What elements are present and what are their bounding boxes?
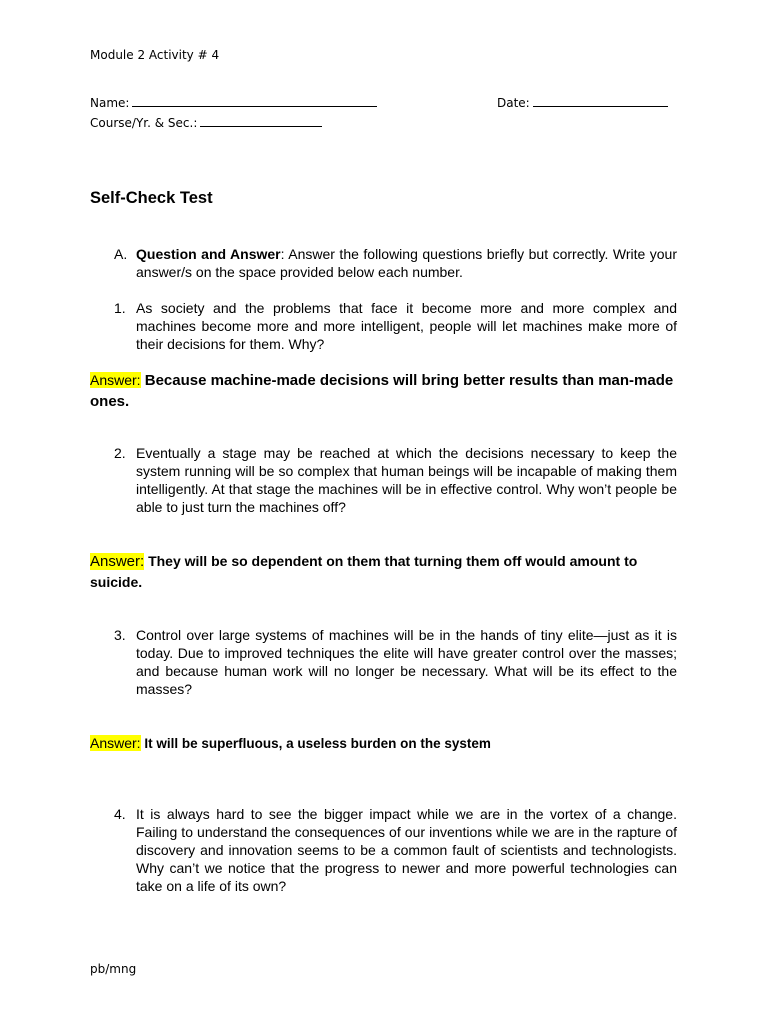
footer-initials: pb/mng <box>90 962 137 976</box>
answer-label: Answer: <box>90 372 141 388</box>
date-label: Date: <box>497 96 530 110</box>
instructions-heading: Question and Answer <box>136 246 281 262</box>
date-blank[interactable] <box>533 95 668 107</box>
question-text: As society and the problems that face it become more and more complex and machines become more and more intelligent, people will let machines make more of their decisions for them. Why? <box>136 300 677 352</box>
name-field <box>90 95 377 110</box>
question-number: 4. <box>114 806 126 822</box>
question-text: Control over large systems of machines will be in the hands of tiny elite—just as it is today. Due to improved techniques the elite will have greater control over the masses; and because human work will no longer be necessary. What will be its effect to the masses? <box>136 627 677 697</box>
answer-text: It will be superfluous, a useless burden on the system <box>140 736 491 751</box>
page-title: Self-Check Test <box>90 189 213 207</box>
answer-label: Answer: <box>90 553 145 570</box>
course-blank[interactable] <box>200 115 322 127</box>
answer-block <box>90 551 680 592</box>
course-label: Course/Yr. & Sec.: <box>90 116 198 130</box>
answer-text: Because machine-made decisions will bring better results than man-made ones. <box>90 372 674 410</box>
section-marker: A. <box>114 246 128 262</box>
answer-label: Answer: <box>90 735 141 751</box>
name-blank[interactable] <box>132 95 377 107</box>
name-label: Name: <box>90 96 130 110</box>
question-number: 1. <box>114 300 126 316</box>
question-text: It is always hard to see the bigger impact while we are in the vortex of a change. Failing to understand the consequences of our inventions while we are in the rapture of discovery and innovation seems to be a common fault of scientists and technologists. Why can’t we notice that the progress to newer and more powerful technologies can take on a life of its own? <box>136 806 677 894</box>
question-text: Eventually a stage may be reached at which the decisions necessary to keep the system running will be so complex that human beings will be incapable of making them intelligently. At that stage the machines will be in effective control. Why won’t people be able to just turn the machines off? <box>136 445 677 515</box>
instructions <box>136 245 677 281</box>
module-label: Module 2 Activity # 4 <box>90 48 220 62</box>
answer-text: They will be so dependent on them that turning them off would amount to suicide. <box>90 553 638 590</box>
course-field <box>90 115 322 130</box>
answer-block <box>90 733 680 754</box>
answer-block <box>90 370 680 412</box>
question-number: 2. <box>114 445 126 461</box>
date-field <box>497 95 668 110</box>
instructions-text: : Answer the following questions briefly but correctly. Write your answer/s on the space provided below each number. <box>136 246 678 280</box>
question-number: 3. <box>114 627 126 643</box>
